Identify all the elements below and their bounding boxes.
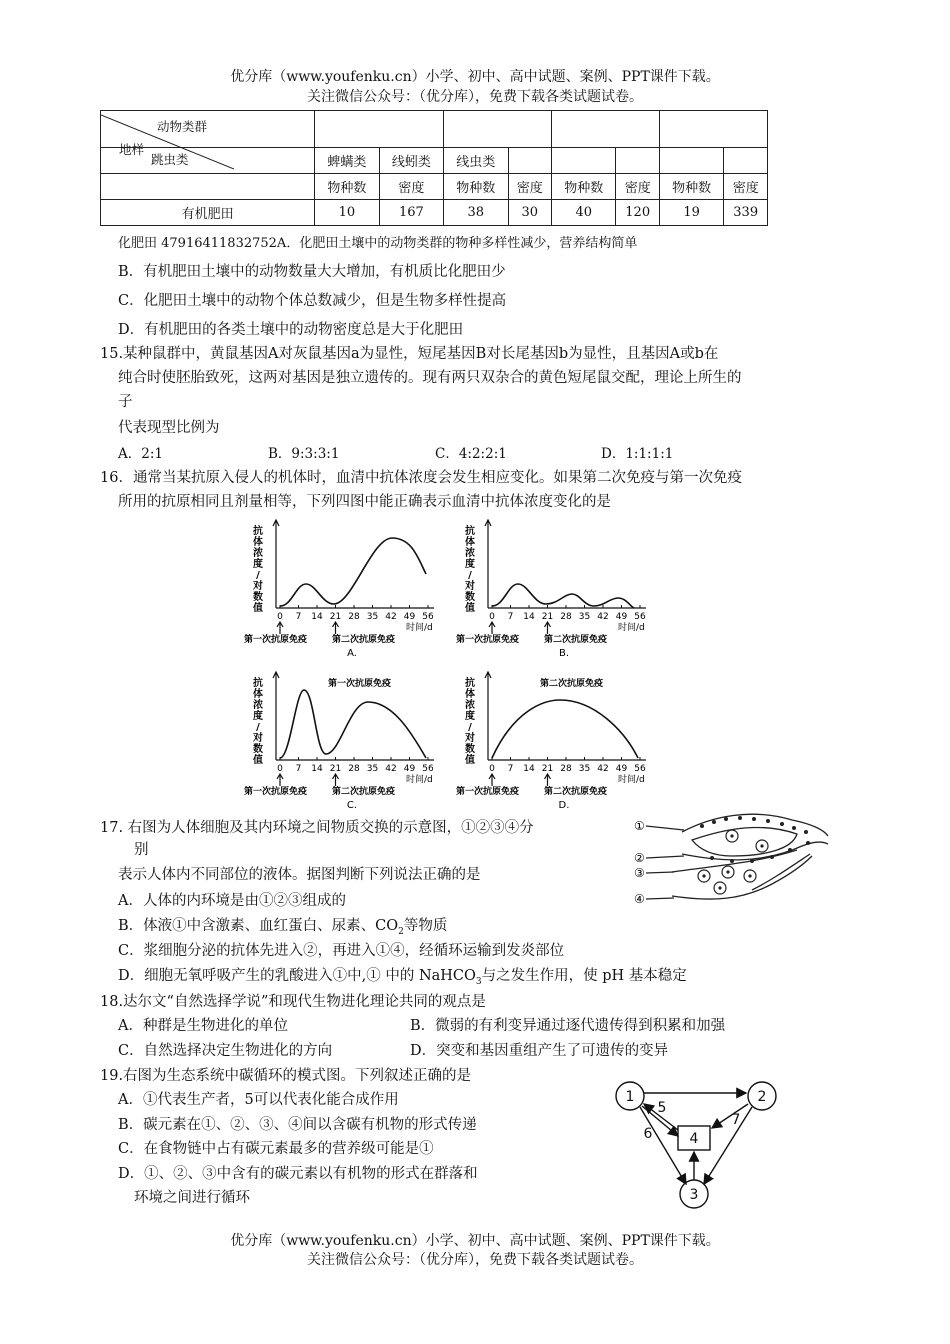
y-axis-label-char: 体	[465, 537, 475, 548]
q16-line-2: 所用的抗原相同且剂量相等，下列四图中能正确表示血清中抗体浓度变化的是	[118, 494, 611, 510]
q18-option-a: A．种群是生物进化的单位	[118, 1018, 288, 1034]
subheader: 物种数	[659, 174, 723, 200]
graph-option-label: C.	[346, 800, 358, 810]
x-tick-label: 49	[615, 764, 628, 774]
q17-option-c: C．浆细胞分泌的抗体先进入②，再进入①④，经循环运输到发炎部位	[118, 943, 565, 959]
graph-option-label: B.	[558, 648, 570, 659]
table-cell: 10	[315, 200, 379, 226]
x-tick-label: 14	[523, 612, 535, 622]
x-tick-label: 42	[597, 612, 609, 622]
y-axis-label-char: 抗	[253, 678, 263, 689]
first-immunization-label: 第一次抗原免疫	[456, 635, 520, 645]
x-tick-label: 7	[507, 764, 514, 774]
antibody-curve	[280, 690, 426, 758]
x-tick-label: 7	[295, 764, 302, 774]
x-tick-label: 56	[634, 764, 646, 774]
q14-option-a: 化肥田 47916411832752A．化肥田土壤中的动物类群的物种多样性减少，营养结构简单	[118, 236, 638, 251]
x-tick-label: 21	[329, 612, 342, 622]
table-cell: 40	[552, 200, 616, 226]
y-axis-label-char: 值	[465, 755, 475, 766]
graph-option-label: D.	[558, 800, 570, 810]
q17-line-2: 别	[134, 842, 149, 858]
group-label-3: 线虫类	[444, 148, 508, 174]
x-tick-label: 49	[403, 764, 416, 774]
y-axis-label-char: 抗	[465, 678, 475, 689]
header-line-2: 关注微信公众号：（优分库），免费下载各类试题试卷。	[307, 89, 643, 105]
y-axis-label-char: /	[468, 722, 472, 733]
antibody-curve	[280, 538, 426, 606]
first-immunization-label: 第一次抗原免疫	[244, 635, 308, 645]
y-axis-label-char: 值	[253, 603, 263, 614]
q19-option-c: C．在食物链中占有碳元素最多的营养级可能是①	[118, 1141, 434, 1157]
group-label-2: 线蚓类	[379, 148, 443, 174]
q18-option-d: D．突变和基因重组产生了可遗传的变异	[410, 1043, 669, 1059]
q15-line-4: 代表现型比例为	[118, 420, 220, 436]
y-axis-label-char: 数	[253, 592, 263, 603]
node-label-1: 1	[625, 1089, 635, 1105]
carbon-cycle-diagram	[608, 1078, 788, 1212]
x-tick-label: 7	[295, 612, 302, 622]
q17-line-1: 17. 右图为人体细胞及其内环境之间物质交换的示意图，①②③④分	[100, 820, 534, 836]
arrow-2-to-4	[712, 1104, 748, 1128]
y-axis-label-char: 数	[465, 744, 475, 755]
subheader: 物种数	[315, 174, 379, 200]
q16-line-1: 16．通常当某抗原入侵人的机体时，血清中抗体浓度会发生相应变化。如果第二次免疫与第一次免疫	[100, 470, 742, 486]
first-immunization-label: 第一次抗原免疫	[456, 787, 520, 797]
subheader: 物种数	[444, 174, 508, 200]
x-tick-label: 0	[277, 612, 283, 622]
x-tick-label: 7	[507, 612, 514, 622]
group-label-1: 蜱螨类	[315, 148, 379, 174]
x-tick-label: 42	[385, 764, 397, 774]
table-cell: 120	[616, 200, 660, 226]
subheader: 物种数	[552, 174, 616, 200]
x-tick-label: 28	[348, 764, 360, 774]
antibody-curve	[492, 700, 638, 758]
x-tick-label: 49	[615, 612, 628, 622]
q17-option-d: D．细胞无氧呼吸产生的乳酸进入①中,① 中的 NaHCO$_3$与之发生作用，使 pH 基本稳定	[118, 968, 687, 987]
q15-line-3: 子	[118, 394, 133, 410]
x-axis-unit: 时间/d	[406, 775, 433, 785]
immunization-arrow	[545, 774, 551, 786]
immunization-arrow	[277, 774, 283, 786]
arrow-label-5: 5	[657, 1100, 667, 1116]
q18-option-c: C．自然选择决定生物进化的方向	[118, 1043, 333, 1059]
table-cell: 30	[508, 200, 552, 226]
x-tick-label: 49	[403, 612, 416, 622]
x-tick-label: 21	[541, 612, 554, 622]
table-cell: 19	[659, 200, 723, 226]
node-label-2: 2	[757, 1089, 767, 1105]
y-axis-label-char: 数	[253, 744, 263, 755]
x-tick-label: 35	[366, 764, 379, 774]
y-axis-label-char: 体	[465, 689, 475, 700]
x-tick-label: 56	[422, 764, 434, 774]
second-immunization-label: 第二次抗原免疫	[544, 635, 608, 645]
q19-option-d-line-2: 环境之间进行循环	[134, 1190, 250, 1206]
y-axis-label-char: 体	[253, 689, 263, 700]
y-axis-label-char: 对	[253, 733, 263, 744]
q14-option-c: C．化肥田土壤中的动物个体总数减少，但是生物多样性提高	[118, 293, 507, 309]
x-axis-unit: 时间/d	[618, 775, 645, 785]
graph-option-label: A.	[347, 648, 357, 659]
subheader: 密度	[508, 174, 552, 200]
graph-title: 第一次抗原免疫	[328, 679, 392, 689]
fluid-label-2: ②	[634, 851, 645, 865]
graph-title: 第二次抗原免疫	[540, 679, 604, 689]
y-axis-label-char: /	[256, 570, 260, 581]
q14-option-b: B．有机肥田土壤中的动物数量大大增加，有机质比化肥田少	[118, 264, 506, 280]
x-tick-label: 28	[560, 612, 572, 622]
x-tick-label: 28	[348, 612, 360, 622]
y-axis-label-char: 值	[253, 755, 263, 766]
diag-bottom-label: 地样	[119, 142, 145, 157]
y-axis-label-char: 值	[465, 603, 475, 614]
x-tick-label: 14	[523, 764, 535, 774]
y-axis-label-char: 数	[465, 592, 475, 603]
x-tick-label: 21	[329, 764, 342, 774]
immunization-arrow	[277, 622, 283, 634]
x-tick-label: 21	[541, 764, 554, 774]
x-tick-label: 0	[489, 764, 495, 774]
antibody-curve	[492, 584, 634, 608]
x-tick-label: 35	[578, 612, 591, 622]
q15-line-2: 纯合时使胚胎致死，这两对基因是独立遗传的。现有两只双杂合的黄色短尾鼠交配，理论上所生的	[118, 370, 742, 386]
immunization-arrow	[333, 622, 339, 634]
table-cell: 38	[444, 200, 508, 226]
row-label: 有机肥田	[101, 200, 315, 226]
y-axis-label-char: 对	[253, 581, 263, 592]
q17-option-b: B．体液①中含激素、血红蛋白、尿素、$CO_2$等物质	[118, 918, 448, 937]
footer-line-2: 关注微信公众号：（优分库），免费下载各类试题试卷。	[307, 1252, 643, 1268]
y-axis-label-char: 浓	[253, 548, 263, 559]
q15-option-d: D．1:1:1:1	[601, 446, 674, 462]
q19-option-d-line-1: D．①、②、③中含有的碳元素以有机物的形式在群落和	[118, 1166, 478, 1182]
y-axis-label-char: 体	[253, 537, 263, 548]
fluid-label-3: ③	[634, 866, 645, 880]
subheader: 密度	[724, 174, 768, 200]
x-tick-label: 56	[634, 612, 646, 622]
subheader: 密度	[379, 174, 443, 200]
animal-data-table	[100, 110, 768, 226]
q17-line-3: 表示人体内不同部位的液体。据图判断下列说法正确的是	[118, 867, 481, 883]
q19-option-a: A．①代表生产者，5可以代表化能合成作用	[118, 1092, 399, 1108]
x-tick-label: 42	[385, 612, 397, 622]
y-axis-label-char: 度	[253, 711, 263, 722]
immunization-arrow	[489, 622, 495, 634]
x-tick-label: 56	[422, 612, 434, 622]
y-axis-label-char: 浓	[465, 548, 475, 559]
immunization-arrow	[545, 622, 551, 634]
q18-option-b: B．微弱的有利变异通过逐代遗传得到积累和加强	[410, 1018, 726, 1034]
first-immunization-label: 第一次抗原免疫	[244, 787, 308, 797]
x-tick-label: 0	[277, 764, 283, 774]
arrow-2-to-3	[704, 1107, 752, 1184]
diag-top-label: 动物类群	[157, 119, 208, 134]
table-cell: 339	[724, 200, 768, 226]
node-label-3: 3	[689, 1187, 699, 1203]
y-axis-label-char: 度	[253, 559, 263, 570]
antibody-graphs	[240, 518, 660, 810]
arrow-label-6: 6	[643, 1126, 653, 1142]
immunization-arrow	[489, 774, 495, 786]
header-line-1: 优分库（www.youfenku.cn）小学、初中、高中试题、案例、PPT课件下载。	[230, 69, 720, 85]
table-cell: 167	[379, 200, 443, 226]
x-tick-label: 35	[366, 612, 379, 622]
q18-line-1: 18.达尔文“自然选择学说”和现代生物进化理论共同的观点是	[100, 994, 486, 1010]
node-label-4: 4	[689, 1131, 699, 1147]
y-axis-label-char: 度	[465, 559, 475, 570]
fluid-label-4: ④	[634, 892, 645, 906]
second-immunization-label: 第二次抗原免疫	[544, 787, 608, 797]
q15-option-a: A．2:1	[118, 446, 163, 462]
group-label-0: 跳虫类	[151, 152, 189, 167]
y-axis-label-char: 度	[465, 711, 475, 722]
x-axis-unit: 时间/d	[618, 623, 645, 633]
y-axis-label-char: /	[468, 570, 472, 581]
y-axis-label-char: 抗	[465, 526, 475, 537]
q14-option-d: D．有机肥田的各类土壤中的动物密度总是大于化肥田	[118, 322, 464, 338]
x-tick-label: 42	[597, 764, 609, 774]
diagonal-header-cell	[101, 111, 315, 167]
x-tick-label: 28	[560, 764, 572, 774]
q19-line-1: 19.右图为生态系统中碳循环的模式图。下列叙述正确的是	[100, 1068, 472, 1084]
q17-option-a: A．人体的内环境是由①②③组成的	[118, 893, 346, 909]
q15-option-b: B．9:3:3:1	[268, 446, 340, 462]
subheader: 密度	[616, 174, 660, 200]
arrow-label-7: 7	[731, 1112, 741, 1128]
y-axis-label-char: 对	[465, 581, 475, 592]
second-immunization-label: 第二次抗原免疫	[332, 787, 396, 797]
y-axis-label-char: 浓	[253, 700, 263, 711]
y-axis-label-char: 抗	[253, 526, 263, 537]
q19-option-b: B．碳元素在①、②、③、④间以含碳有机物的形式传递	[118, 1117, 477, 1133]
fluid-label-1: ①	[634, 819, 645, 833]
immunization-arrow	[333, 774, 339, 786]
x-axis-unit: 时间/d	[406, 623, 433, 633]
footer-line-1: 优分库（www.youfenku.cn）小学、初中、高中试题、案例、PPT课件下载。	[230, 1233, 720, 1249]
y-axis-label-char: 对	[465, 733, 475, 744]
x-tick-label: 14	[311, 612, 323, 622]
q15-line-1: 15.某种鼠群中，黄鼠基因A对灰鼠基因a为显性，短尾基因B对长尾基因b为显性，且基因A或b在	[100, 346, 719, 362]
y-axis-label-char: /	[256, 722, 260, 733]
x-tick-label: 35	[578, 764, 591, 774]
x-tick-label: 14	[311, 764, 323, 774]
x-tick-label: 0	[489, 612, 495, 622]
second-immunization-label: 第二次抗原免疫	[332, 635, 396, 645]
body-fluid-diagram	[632, 810, 832, 910]
q15-option-c: C．4:2:2:1	[435, 446, 507, 462]
y-axis-label-char: 浓	[465, 700, 475, 711]
